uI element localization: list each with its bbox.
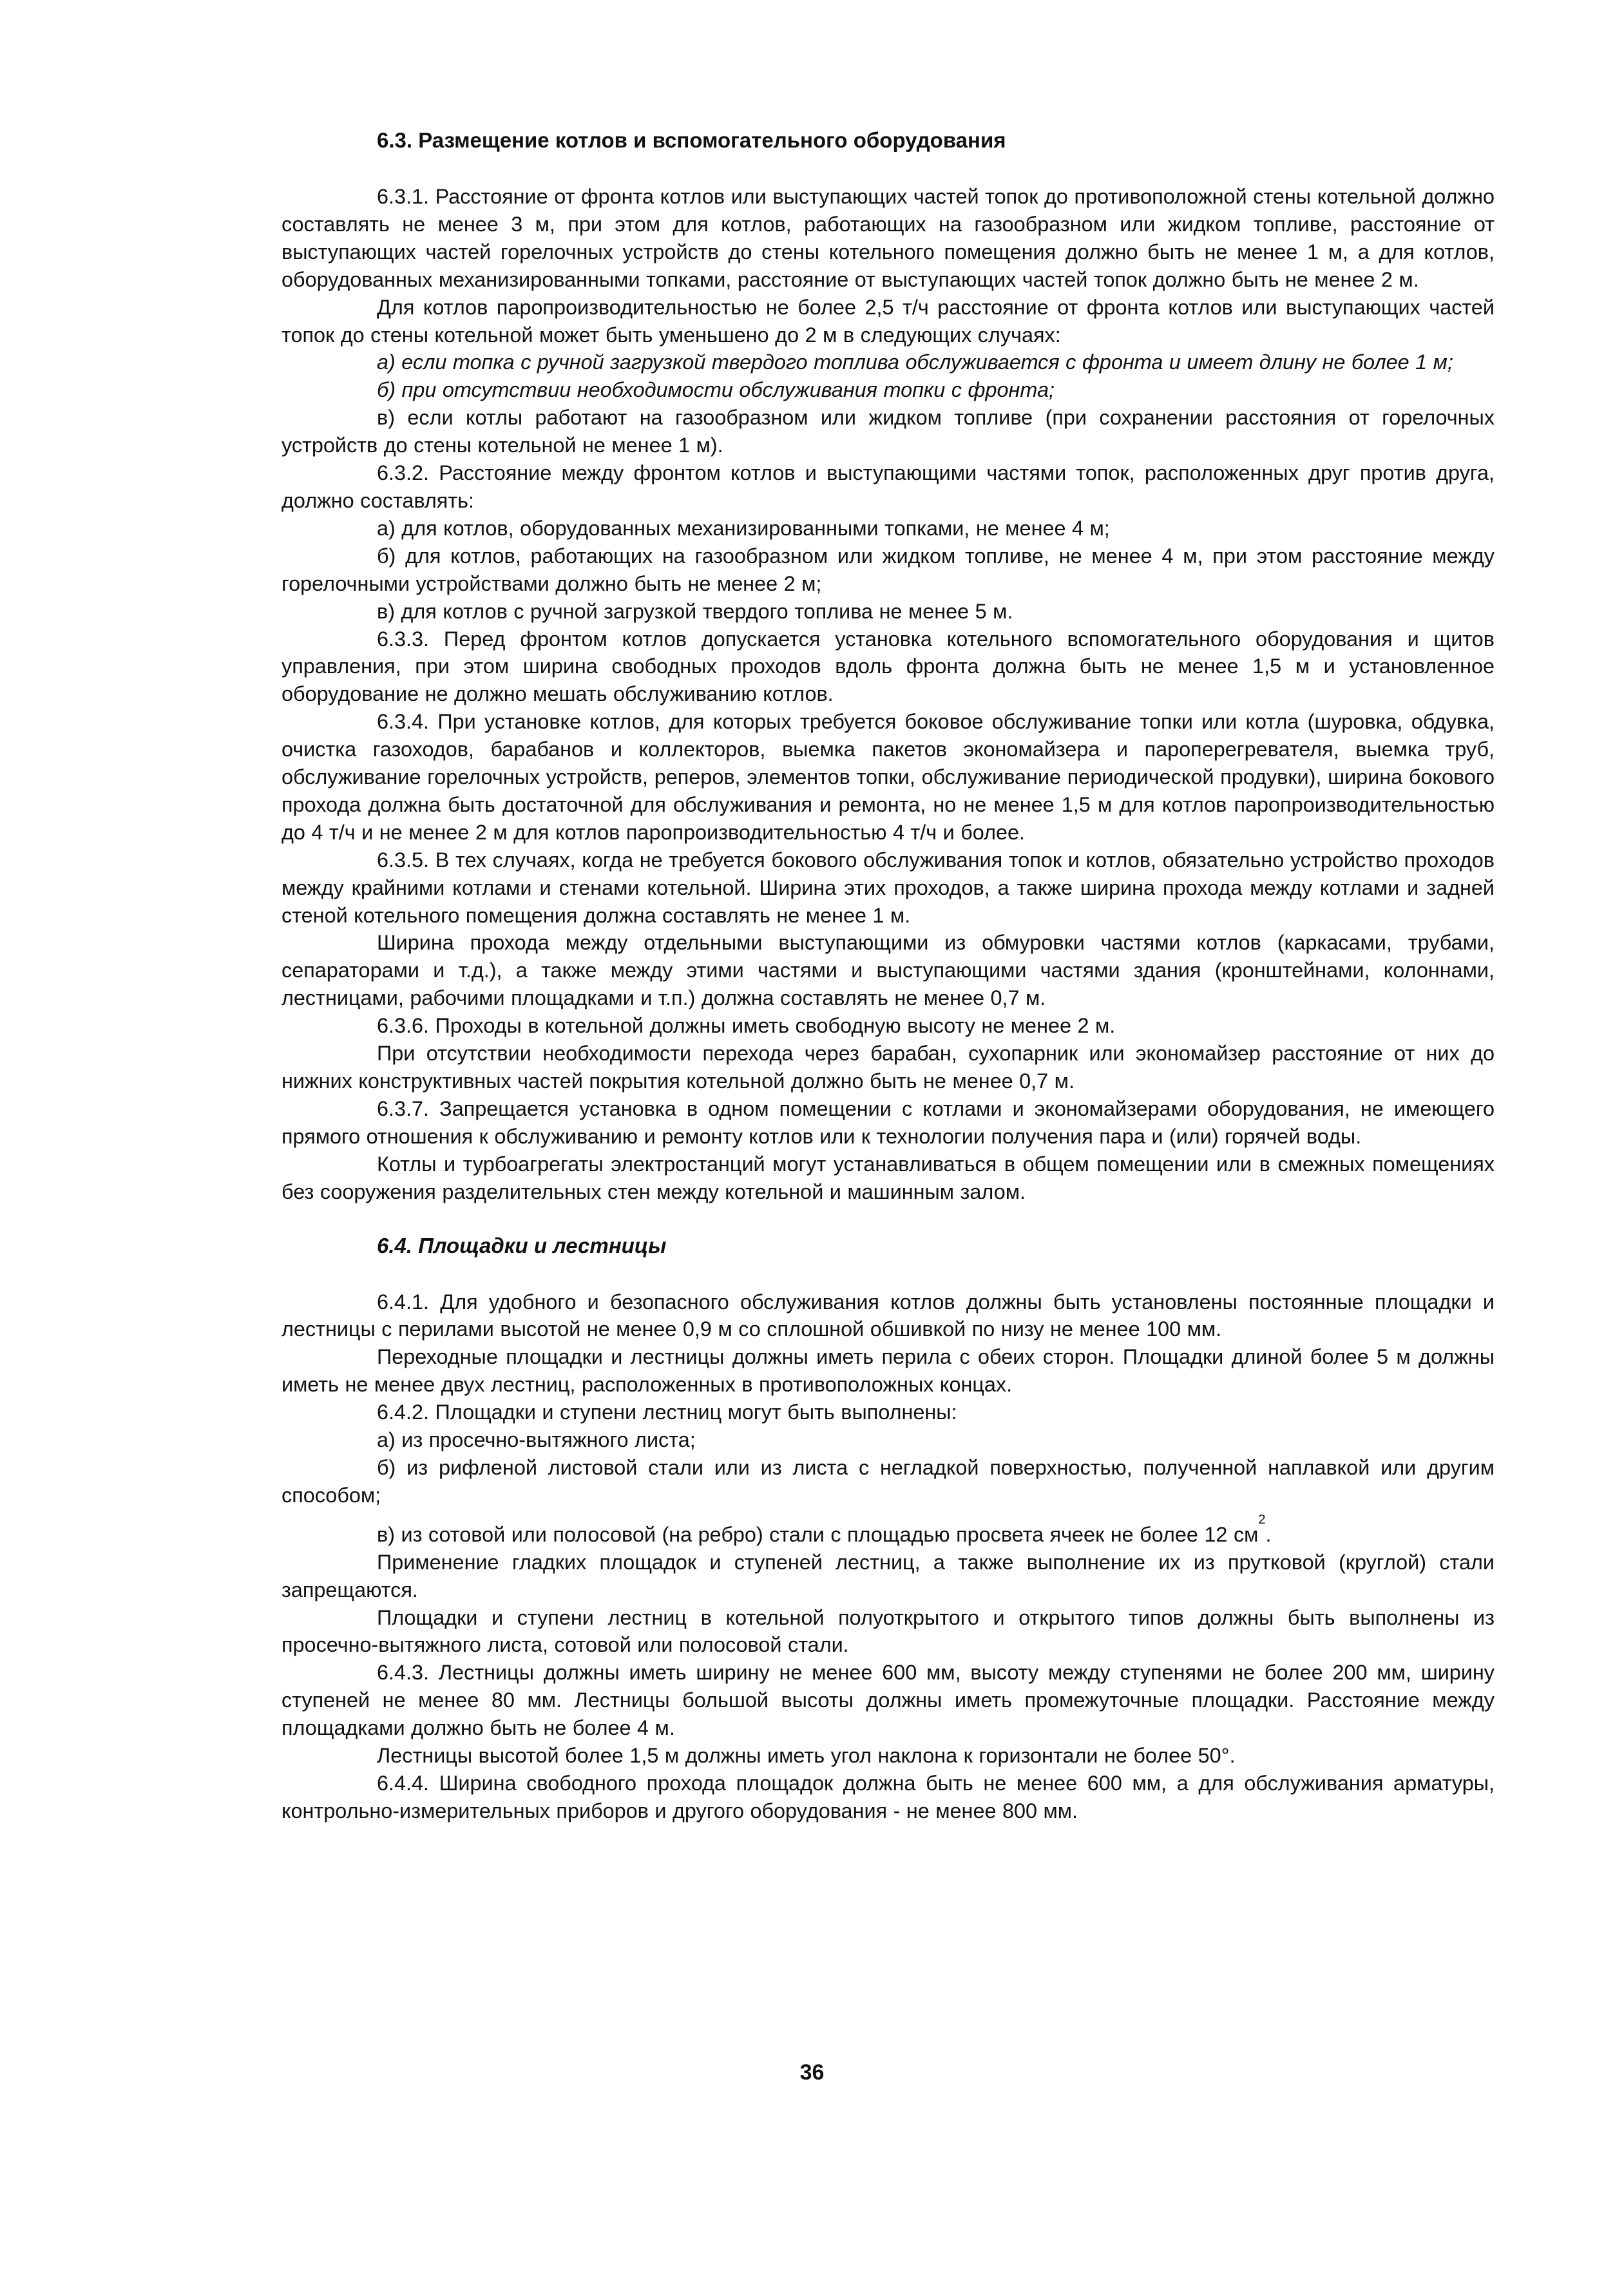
page-number: 36 bbox=[799, 2060, 825, 2085]
paragraph-6-3-2: 6.3.2. Расстояние между фронтом котлов и выступающими частями топок, расположенных друг против друга, должно составлять: bbox=[282, 461, 1495, 512]
paragraph-6-4-2: 6.4.2. Площадки и ступени лестниц могут быть выполнены: bbox=[377, 1401, 957, 1424]
list-item-v-end: . bbox=[1265, 1522, 1272, 1546]
paragraph-6-3-4: 6.3.4. При установке котлов, для которых требуется боковое обслуживание топки или котла (шуровка, обдувка, очистка газоходов, барабанов и коллекторов, выемка пакетов экономайзера и пароперегревателя, выемка труб, обслуживание горелочных устройств, реперов, элементов топки, обслуживание периодической продувки), ширина бокового прохода должна быть достаточной для обслуживания и ремонта, но не менее 1,5 м для котлов паропроизводительностью до 4 т/ч и не менее 2 м для котлов паропроизводительностью 4 т/ч и более. bbox=[282, 710, 1495, 844]
list-item-b: б) при отсутствии необходимости обслуживания топки с фронта; bbox=[377, 378, 1055, 402]
list-item-b: б) для котлов, работающих на газообразном или жидком топливе, не менее 4 м, при этом расстояние между горелочными устройствами должно быть не менее 2 м; bbox=[282, 544, 1495, 595]
paragraph: Применение гладких площадок и ступеней лестниц, а также выполнение их из прутковой (круглой) стали запрещаются. bbox=[282, 1550, 1495, 1602]
paragraph: При отсутствии необходимости перехода через барабан, сухопарник или экономайзер расстояние от них до нижних конструктивных частей покрытия котельной должно быть не менее 0,7 м. bbox=[282, 1042, 1495, 1093]
paragraph: Для котлов паропроизводительностью не более 2,5 т/ч расстояние от фронта котлов или выступающих частей топок до стены котельной может быть уменьшено до 2 м в следующих случаях: bbox=[282, 295, 1495, 347]
paragraph-6-3-6: 6.3.6. Проходы в котельной должны иметь свободную высоту не менее 2 м. bbox=[377, 1014, 1116, 1038]
paragraph-6-3-7: 6.3.7. Запрещается установка в одном помещении с котлами и экономайзерами оборудования, не имеющего прямого отношения к обслуживанию и ремонту котлов или к технологии получения пара и (или) горячей воды. bbox=[282, 1096, 1495, 1148]
list-item-a: а) из просечно-вытяжного листа; bbox=[377, 1428, 696, 1452]
section-heading-6-4: 6.4. Площадки и лестницы bbox=[377, 1233, 667, 1258]
paragraph: Переходные площадки и лестницы должны иметь перила с обеих сторон. Площадки длиной более 5 м должны иметь не менее двух лестниц, расположенных в противоположных концах. bbox=[282, 1345, 1495, 1397]
paragraph-6-3-5: 6.3.5. В тех случаях, когда не требуется бокового обслуживания топок и котлов, обязательно устройство проходов между крайними котлами и стенами котельной. Ширина этих проходов, а также ширина прохода между котлами и задней стеной котельного помещения должна составлять не менее 1 м. bbox=[282, 848, 1495, 927]
paragraph: Ширина прохода между отдельными выступающими из обмуровки частями котлов (каркасами, трубами, сепараторами и т.д.), а также между этими частями и выступающими частями здания (кронштейнами, колоннами, лестницами, рабочими площадками и т.п.) должна составлять не менее 0,7 м. bbox=[282, 931, 1495, 1010]
superscript-2: 2 bbox=[1258, 1512, 1266, 1527]
document-page bbox=[282, 126, 1495, 1825]
paragraph: Лестницы высотой более 1,5 м должны иметь угол наклона к горизонтали не более 50°. bbox=[377, 1744, 1236, 1768]
paragraph-6-4-1: 6.4.1. Для удобного и безопасного обслуживания котлов должны быть установлены постоянные площадки и лестницы с перилами высотой не менее 0,9 м со сплошной обшивкой по низу не менее 100 мм. bbox=[282, 1290, 1495, 1341]
section-heading-6-3: 6.3. Размещение котлов и вспомогательного оборудования bbox=[377, 128, 1006, 152]
list-item-v: в) если котлы работают на газообразном или жидком топливе (при сохранении расстояния от горелочных устройств до стены котельной не менее 1 м). bbox=[282, 406, 1495, 457]
paragraph: Площадки и ступени лестниц в котельной полуоткрытого и открытого типов должны быть выполнены из просечно-вытяжного листа, сотовой или полосовой стали. bbox=[282, 1605, 1495, 1657]
list-item-v: в) для котлов с ручной загрузкой твердого топлива не менее 5 м. bbox=[377, 599, 1013, 623]
paragraph: Котлы и турбоагрегаты электростанций могут устанавливаться в общем помещении или в смежных помещениях без сооружения разделительных стен между котельной и машинным залом. bbox=[282, 1152, 1495, 1203]
paragraph-6-4-3: 6.4.3. Лестницы должны иметь ширину не менее 600 мм, высоту между ступенями не более 200 мм, ширину ступеней не менее 80 мм. Лестницы большой высоты должны иметь промежуточные площадки. Расстояние между площадками должно быть не более 4 м. bbox=[282, 1661, 1495, 1740]
paragraph-6-3-1: 6.3.1. Расстояние от фронта котлов или выступающих частей топок до противоположной стены котельной должно составлять не менее 3 м, при этом для котлов, работающих на газообразном или жидком топливе, расстояние от выступающих частей горелочных устройств до стены котельного помещения должно быть не менее 1 м, а для котлов, оборудованных механизированными топками, расстояние от выступающих частей топок должно быть не менее 2 м. bbox=[282, 185, 1495, 291]
list-item-v bbox=[282, 1512, 1495, 1549]
paragraph-6-3-3: 6.3.3. Перед фронтом котлов допускается установка котельного вспомогательного оборудования и щитов управления, при этом ширина свободных проходов вдоль фронта должна быть не менее 1,5 м и установленное оборудование не должно мешать обслуживанию котлов. bbox=[282, 627, 1495, 706]
paragraph-6-4-4: 6.4.4. Ширина свободного прохода площадок должна быть не менее 600 мм, а для обслуживания арматуры, контрольно-измерительных приборов и другого оборудования - не менее 800 мм. bbox=[282, 1771, 1495, 1822]
list-item-v-text: в) из сотовой или полосовой (на ребро) стали с площадью просвета ячеек не более 12 см bbox=[377, 1522, 1259, 1546]
list-item-b: б) из рифленой листовой стали или из листа с негладкой поверхностью, полученной наплавкой или другим способом; bbox=[282, 1455, 1495, 1507]
list-item-a: а) если топка с ручной загрузкой твердого топлива обслуживается с фронта и имеет длину не более 1 м; bbox=[377, 350, 1453, 374]
list-item-a: а) для котлов, оборудованных механизированными топками, не менее 4 м; bbox=[377, 516, 1110, 540]
